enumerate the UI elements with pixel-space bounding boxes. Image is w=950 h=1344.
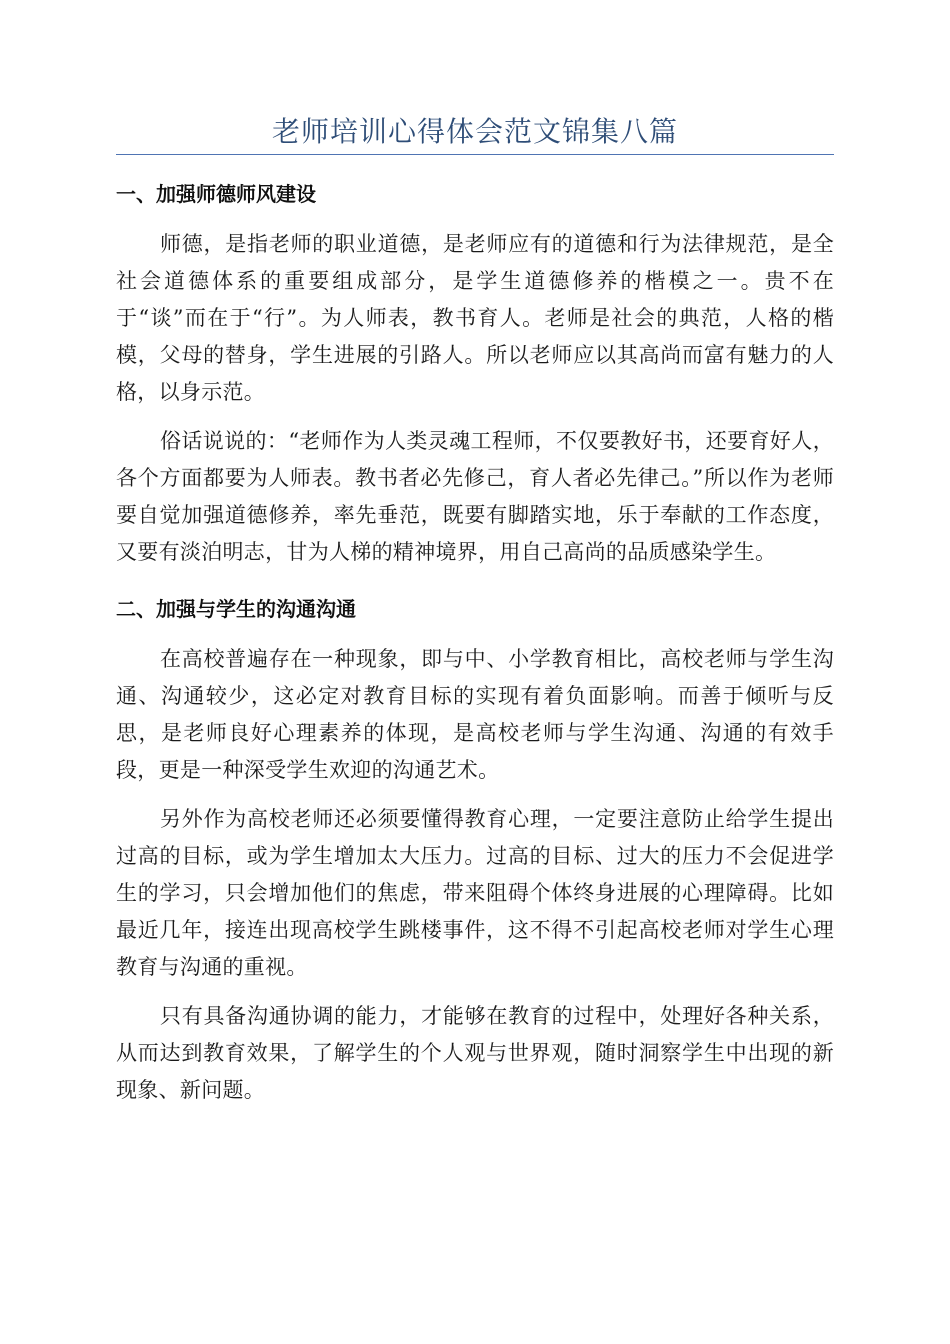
document-body — [116, 174, 834, 1121]
title-underline — [116, 154, 834, 155]
section-heading-2: 二、加强与学生的沟通沟通 — [116, 597, 356, 621]
document-title: 老师培训心得体会范文锦集八篇 — [271, 115, 678, 148]
section-2-paragraph-1: 在高校普遍存在一种现象，即与中、小学教育相比，高校老师与学生沟通、沟通较少，这必定对教育目标的实现有着负面影响。而善于倾听与反思，是老师良好心理素养的体现，是高校老师与学生沟通、沟通的有效手段，更是一种深受学生欢迎的沟通艺术。 — [116, 647, 834, 782]
document-page — [116, 0, 834, 1344]
section-2-paragraph-2: 另外作为高校老师还必须要懂得教育心理，一定要注意防止给学生提出过高的目标，或为学生增加太大压力。过高的目标、过大的压力不会促进学生的学习，只会增加他们的焦虑，带来阻碍个体终身进展的心理障碍。比如最近几年，接连出现高校学生跳楼事件，这不得不引起高校老师对学生心理教育与沟通的重视。 — [116, 807, 834, 979]
section-2-paragraph-3: 只有具备沟通协调的能力，才能够在教育的过程中，处理好各种关系，从而达到教育效果，了解学生的个人观与世界观，随时洞察学生中出现的新现象、新问题。 — [116, 1004, 834, 1102]
section-heading-1: 一、加强师德师风建设 — [116, 182, 316, 206]
section-1-paragraph-1: 师德，是指老师的职业道德，是老师应有的道德和行为法律规范，是全社会道德体系的重要组成部分，是学生道德修养的楷模之一。贵不在于“谈”而在于“行”。为人师表，教书育人。老师是社会的典范，人格的楷模，父母的替身，学生进展的引路人。所以老师应以其高尚而富有魅力的人格，以身示范。 — [116, 232, 834, 404]
section-1-paragraph-2: 俗话说说的：“老师作为人类灵魂工程师，不仅要教好书，还要育好人，各个方面都要为人师表。教书者必先修己，育人者必先律己。”所以作为老师要自觉加强道德修养，率先垂范，既要有脚踏实地，乐于奉献的工作态度，又要有淡泊明志，甘为人梯的精神境界，用自己高尚的品质感染学生。 — [116, 429, 834, 564]
